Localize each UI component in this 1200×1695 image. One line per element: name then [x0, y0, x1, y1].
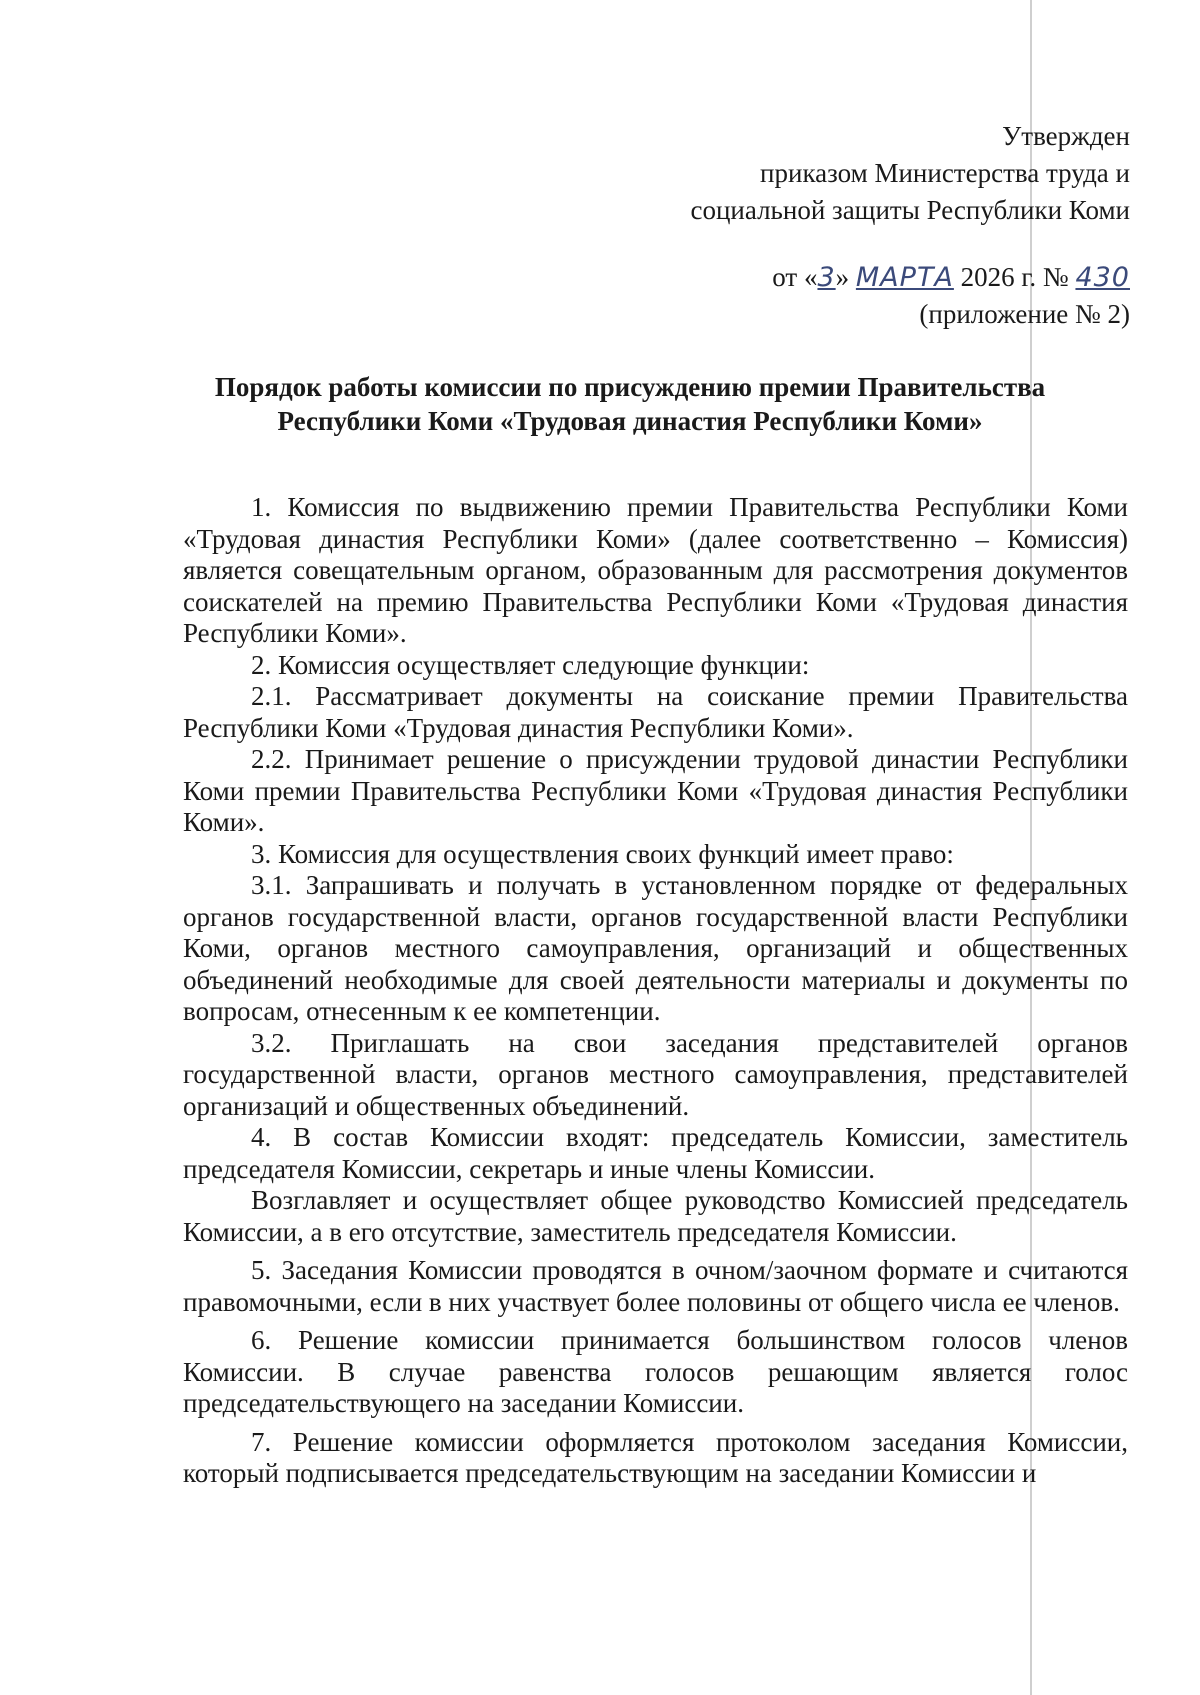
approval-line-approved: Утвержден	[1002, 121, 1130, 151]
paragraph-1: 1. Комиссия по выдвижению премии Правительства Республики Коми «Трудовая династия Республики Коми» (далее соответственно – Комиссия) является совещательным органом, образованным для рассмотрения документов соискателей на премию Правительства Республики Коми «Трудовая династия Республики Коми».	[183, 492, 1128, 648]
title-line-2: Республики Коми «Трудовая династия Республики Коми»	[277, 406, 983, 436]
handwritten-order-number: 430	[1075, 262, 1130, 293]
approval-date-line	[530, 259, 1130, 296]
paragraph-6: 6. Решение комиссии принимается большинством голосов членов Комиссии. В случае равенства голосов решающим является голос председательствующего на заседании Комиссии.	[183, 1325, 1128, 1418]
title-line-1: Порядок работы комиссии по присуждению премии Правительства	[214, 372, 1046, 402]
paragraph-2-2: 2.2. Принимает решение о присуждении трудовой династии Республики Коми премии Правительства Республики Коми «Трудовая династия Республики Коми».	[183, 744, 1128, 837]
paragraph-3-2: 3.2. Приглашать на свои заседания представителей органов государственной власти, органов местного самоуправления, представителей организаций и общественных объединений.	[183, 1027, 1128, 1121]
appendix-label: (приложение № 2)	[919, 299, 1130, 329]
date-prefix: от «	[772, 262, 818, 292]
handwritten-month: МАРТА	[855, 262, 954, 293]
paragraph-5: 5. Заседания Комиссии проводятся в очном/заочном формате и считаются правомочными, если в них участвует более половины от общего числа ее членов.	[183, 1255, 1128, 1317]
document-title	[130, 370, 1130, 438]
paragraph-3: 3. Комиссия для осуществления своих функций имеет право:	[251, 838, 954, 869]
paragraph-7: 7. Решение комиссии оформляется протоколом заседания Комиссии, который подписывается председательствующим на заседании Комиссии и	[183, 1426, 1128, 1488]
date-mid: »	[835, 262, 850, 292]
paragraph-4-chair: Возглавляет и осуществляет общее руководство Комиссией председатель Комиссии, а в его отсутствие, заместитель председателя Комиссии.	[183, 1185, 1128, 1247]
approval-line-ministry: социальной защиты Республики Коми	[690, 195, 1130, 225]
paragraph-3-1: 3.1. Запрашивать и получать в установленном порядке от федеральных органов государственной власти, органов государственной власти Республики Коми, органов местного самоуправления, организаций и общественных объединений необходимые для своей деятельности материалы и документы по вопросам, отнесенным к ее компетенции.	[183, 870, 1128, 1026]
handwritten-day: 3	[817, 262, 836, 293]
approval-stamp-block	[530, 118, 1130, 333]
date-year: 2026 г. №	[960, 262, 1069, 292]
document-body	[183, 492, 1128, 1490]
paragraph-4: 4. В состав Комиссии входят: председатель Комиссии, заместитель председателя Комиссии, секретарь и иные члены Комиссии.	[183, 1122, 1128, 1184]
approval-line-order-of: приказом Министерства труда и	[760, 158, 1130, 188]
paragraph-2-1: 2.1. Рассматривает документы на соискание премии Правительства Республики Коми «Трудовая династия Республики Коми».	[183, 681, 1128, 743]
paragraph-2: 2. Комиссия осуществляет следующие функции:	[251, 649, 810, 680]
